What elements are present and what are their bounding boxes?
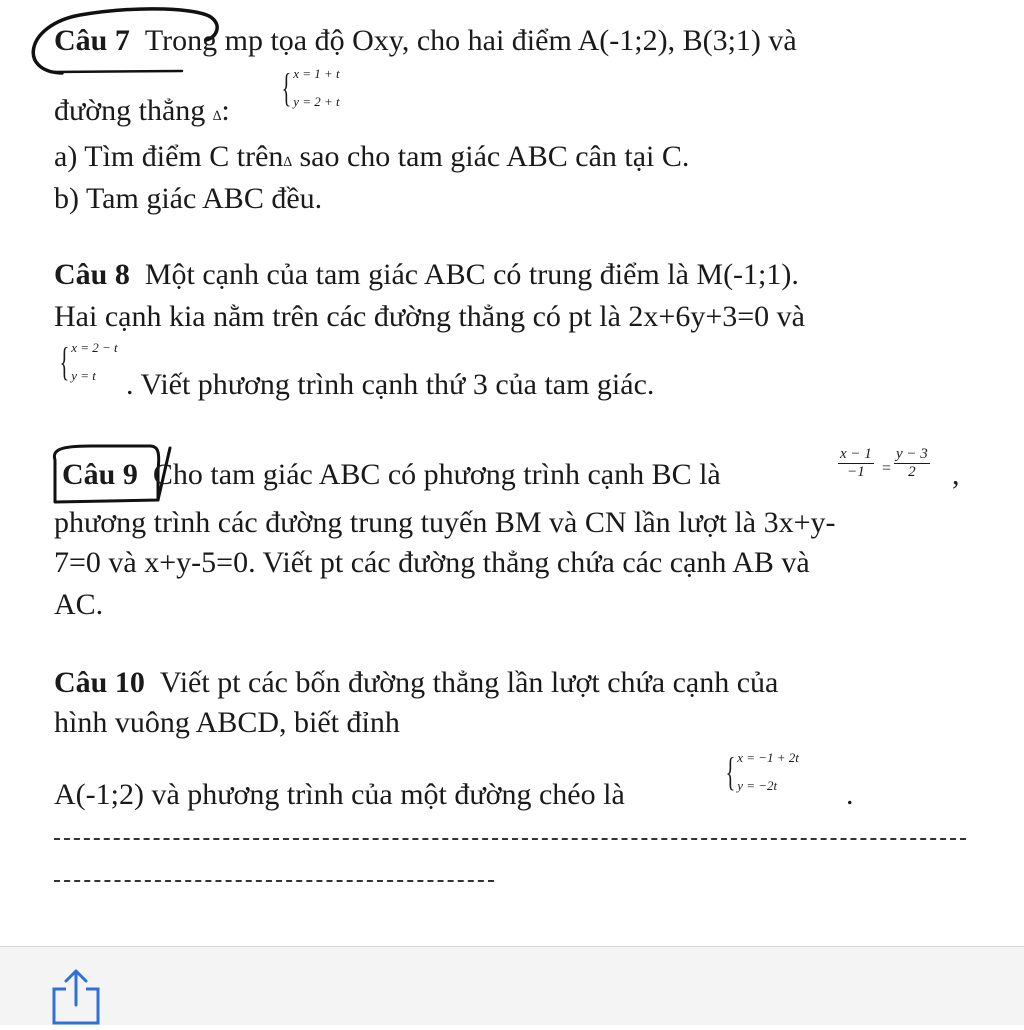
q9-line1: Câu 9 Cho tam giác ABC có phương trình cạnh BC là [62,458,721,491]
q7-line2: đường thẳng ∆: [54,94,230,127]
q10-line1: Câu 10 Viết pt các bốn đường thẳng lần lượt chứa cạnh của [54,666,779,699]
q10-system: { x = −1 + 2t y = −2t [725,749,799,794]
q10-period: . [846,778,854,811]
q8-line2: Hai cạnh kia nằm trên các đường thẳng có pt là 2x+6y+3=0 và [54,300,805,333]
q8-line3: . Viết phương trình cạnh thứ 3 của tam giác. [126,368,655,401]
q10-label: Câu 10 [54,666,145,699]
underline-annotation-cau7 [52,71,182,72]
q7-part-a: a) Tìm điểm C trên∆ sao cho tam giác ABC cân tại C. [54,140,690,173]
q7-line1 [54,24,797,58]
q9-fraction-2: $\frac{y - 3}{2}$ [896,446,928,480]
q9-line3: 7=0 và x+y-5=0. Viết pt các đường thẳng chứa các cạnh AB và [54,546,810,579]
dashed-line-short [54,880,494,882]
share-button[interactable] [48,965,104,1025]
delta-symbol: ∆ [212,109,222,124]
q9-label: Câu 9 [62,458,138,491]
q9-line4: AC. [54,588,104,621]
q9-equals: = [882,460,892,477]
bottom-toolbar [0,946,1024,1025]
q8-line1: Câu 8 Một cạnh của tam giác ABC có trung điểm là M(-1;1). [54,258,799,291]
q9-fraction-1: $\frac{x - 1}{-1}$ [840,446,872,480]
q7-part-b: b) Tam giác ABC đều. [54,182,323,215]
q9-comma: , [952,458,960,491]
q7-label: Câu 7 [54,24,130,57]
q10-line2: hình vuông ABCD, biết đỉnh [54,706,400,739]
q7-system: { x = 1 + t y = 2 + t [281,65,340,110]
q8-system: { x = 2 − t y = t [59,339,118,384]
q7-text: Trong mp tọa độ Oxy, cho hai điểm A(-1;2), B(3;1) và [144,24,797,57]
q9-line2: phương trình các đường trung tuyến BM và CN lần lượt là 3x+y- [54,506,836,539]
q10-line3: A(-1;2) và phương trình của một đường chéo là [54,778,625,811]
share-icon [48,965,104,1025]
q8-label: Câu 8 [54,258,130,291]
dashed-line-long [54,838,966,840]
